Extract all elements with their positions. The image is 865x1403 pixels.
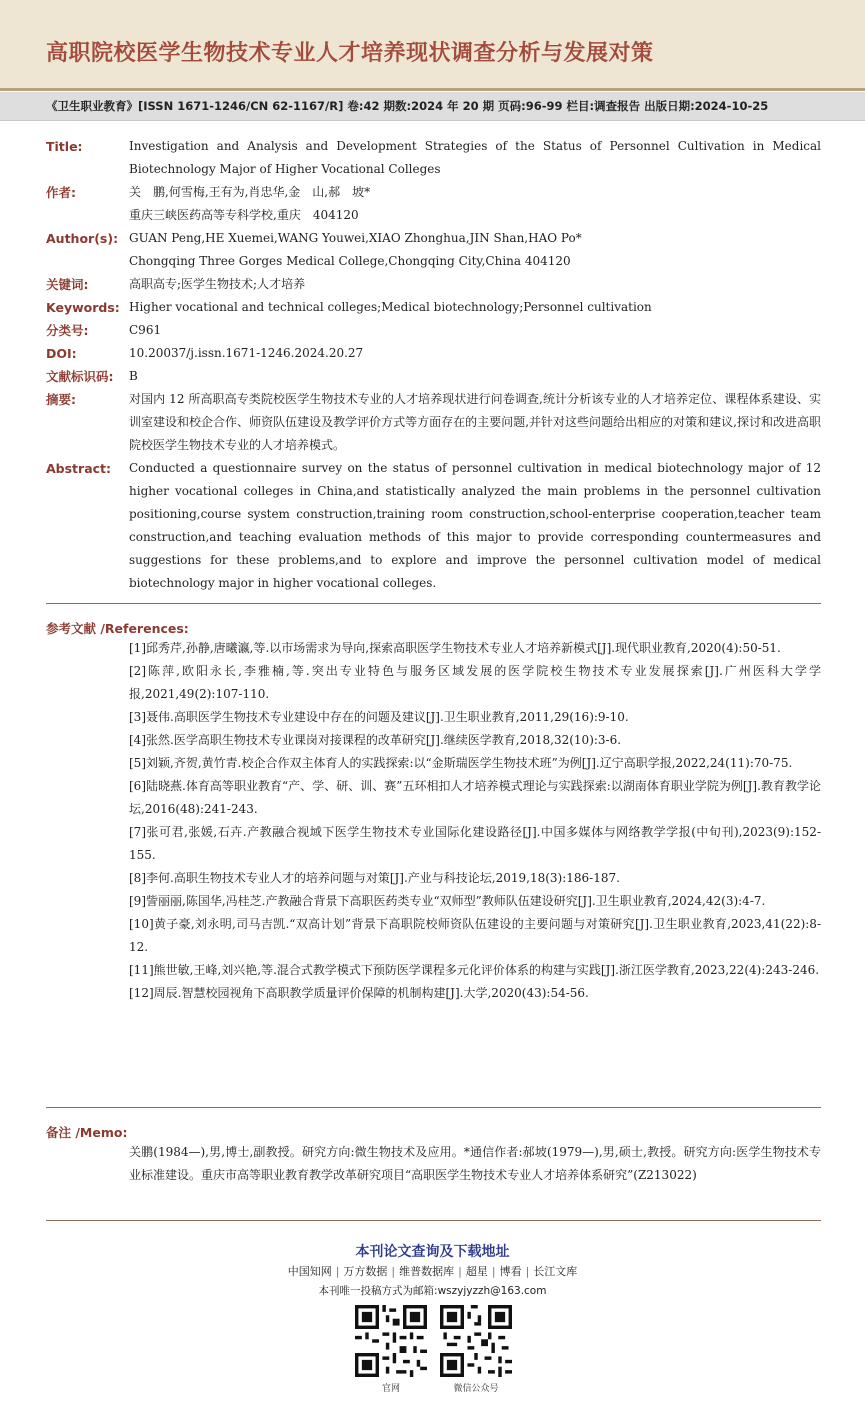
abstract-en-label: Abstract: xyxy=(46,461,112,476)
classification-label: 分类号: xyxy=(46,323,89,338)
database-link[interactable]: 博看 xyxy=(499,1265,522,1278)
footer-divider xyxy=(46,1220,821,1221)
reference-item: [7]张可君,张媛,石卉.产教融合视域下医学生物技术专业国际化建设路径[J].中国多媒体与网络教学学报(中旬刊),2023(9):152-155. xyxy=(129,825,821,862)
meta-bar xyxy=(0,92,865,121)
references-list xyxy=(129,637,821,1005)
database-link[interactable]: 长江文库 xyxy=(533,1265,578,1278)
doi-row xyxy=(46,342,821,365)
author-cn-row xyxy=(46,181,821,227)
header-divider xyxy=(0,88,865,91)
database-link[interactable]: 维普数据库 xyxy=(399,1265,455,1278)
doc-code-label: 文献标识码: xyxy=(46,369,114,384)
wechat-qr-code-icon[interactable] xyxy=(440,1305,512,1377)
classification-value: C961 xyxy=(129,323,162,337)
abstract-cn-label: 摘要: xyxy=(46,392,76,407)
keywords-cn-label: 关键词: xyxy=(46,277,89,292)
reference-item: [9]訾丽丽,陈国华,冯桂芝.产教融合背景下高职医药类专业“双师型”教师队伍建设研究[J].卫生职业教育,2024,42(3):4-7. xyxy=(129,894,766,908)
author-cn-affiliation: 重庆三峡医药高等专科学校,重庆 404120 xyxy=(129,208,359,222)
references-heading: 参考文献 /References: xyxy=(46,621,189,636)
database-link[interactable]: 中国知网 xyxy=(287,1265,332,1278)
memo-heading: 备注 /Memo: xyxy=(46,1125,128,1140)
reference-item: [8]李何.高职生物技术专业人才的培养问题与对策[J].产业与科技论坛,2019,18(3):186-187. xyxy=(129,871,620,885)
author-en-names: GUAN Peng,HE Xuemei,WANG Youwei,XIAO Zhonghua,JIN Shan,HAO Po* xyxy=(129,231,582,245)
author-cn-label: 作者: xyxy=(46,185,76,200)
author-en-value xyxy=(129,227,821,273)
database-link[interactable]: 超星 xyxy=(465,1265,488,1278)
reference-item: [5]刘颖,齐贺,黄竹青.校企合作双主体育人的实践探索:以“金斯瑞医学生物技术班”为例[J].辽宁高职学报,2022,24(11):70-75. xyxy=(129,756,793,770)
author-en-row xyxy=(46,227,821,273)
reference-item: [6]陆晓燕.体育高等职业教育“产、学、研、训、赛”五环相扣人才培养模式理论与实践探索:以湖南体育职业学院为例[J].教育教学论坛,2016(48):241-243. xyxy=(129,779,821,816)
doi-label: DOI: xyxy=(46,346,77,361)
keywords-cn-row xyxy=(46,273,821,296)
keywords-cn-value: 高职高专;医学生物技术;人才培养 xyxy=(129,277,306,291)
author-cn-value xyxy=(129,181,821,227)
article-title: 高职院校医学生物技术专业人才培养现状调查分析与发展对策 xyxy=(46,41,654,66)
doc-code-row xyxy=(46,365,821,388)
keywords-en-label: Keywords: xyxy=(46,300,120,315)
author-en-label: Author(s): xyxy=(46,231,119,246)
reference-item: [12]周辰.智慧校园视角下高职教学质量评价保障的机制构建[J].大学,2020(43):54-56. xyxy=(129,986,589,1000)
footer-title: 本刊论文查询及下载地址 xyxy=(355,1244,510,1260)
reference-item: [4]张然.医学高职生物技术专业课岗对接课程的改革研究[J].继续医学教育,2018,32(10):3-6. xyxy=(129,733,622,747)
doi-value[interactable]: 10.20037/j.issn.1671-1246.2024.20.27 xyxy=(129,346,364,360)
reference-item: [11]熊世敏,王峰,刘兴艳,等.混合式教学模式下预防医学课程多元化评价体系的构建与实践[J].浙江医学教育,2023,22(4):243-246. xyxy=(129,963,820,977)
submission-email: 本刊唯一投稿方式为邮箱:wszyjyzzh@163.com xyxy=(318,1285,547,1297)
website-qr-caption: 官网 xyxy=(381,1384,400,1394)
abstract-cn-value: 对国内 12 所高职高专类院校医学生物技术专业的人才培养现状进行问卷调查,统计分析该专业的人才培养定位、课程体系建设、实训室建设和校企合作、师资队伍建设及教学评价方式等方面存在的主要问题,并针对这些问题给出相应的对策和建议,探讨和改进高职院校医学生物技术专业的人才培养模式。 xyxy=(129,392,821,452)
wechat-qr-caption: 微信公众号 xyxy=(453,1384,499,1394)
author-cn-names: 关 鹏,何雪梅,王有为,肖忠华,金 山,郝 坡* xyxy=(129,185,371,199)
memo-divider xyxy=(46,1107,821,1108)
memo-text: 关鹏(1984—),男,博士,副教授。研究方向:微生物技术及应用。*通信作者:郝坡(1979—),男,硕士,教授。研究方向:医学生物技术专业标准建设。重庆市高等职业教育教学改革研究项目“高职医学生物技术专业人才培养体系研究”(Z213022) xyxy=(129,1145,821,1182)
article-info xyxy=(46,135,821,595)
abstract-en-value: Conducted a questionnaire survey on the status of personnel cultivation in medical biotechnology major of 12 higher vocational colleges in China,and statistically analyzed the main problems in the personnel cultivation positioning,course system construction,training room construction,school-enterprise cooperation,teacher team construction,and teaching evaluation methods of this major to provide corresponding countermeasures and suggestions for these problems,and to explore and improve the personnel cultivation model of medical biotechnology major in higher vocational colleges. xyxy=(129,461,821,590)
keywords-en-value: Higher vocational and technical colleges;Medical biotechnology;Personnel cultivation xyxy=(129,300,652,314)
reference-item: [10]黄子豪,刘永明,司马吉凯.“双高计划”背景下高职院校师资队伍建设的主要问题与对策研究[J].卫生职业教育,2023,41(22):8-12. xyxy=(129,917,821,954)
title-row xyxy=(46,135,821,181)
doc-code-value: B xyxy=(129,369,138,383)
abstract-en-row xyxy=(46,457,821,595)
website-qr-code-icon[interactable] xyxy=(355,1305,427,1377)
reference-item: [3]聂伟.高职医学生物技术专业建设中存在的问题及建议[J].卫生职业教育,2011,29(16):9-10. xyxy=(129,710,629,724)
journal-meta: 《卫生职业教育》[ISSN 1671-1246/CN 62-1167/R] 卷:42 期数:2024 年 20 期 页码:96-99 栏目:调查报告 出版日期:2024-10-25 xyxy=(46,99,769,113)
abstract-cn-row xyxy=(46,388,821,457)
title-value: Investigation and Analysis and Development Strategies of the Status of Personnel Cultivation in Medical Biotechnology Major of Higher Vocational Colleges xyxy=(129,139,821,176)
reference-item: [1]邱秀芹,孙静,唐曦瀛,等.以市场需求为导向,探索高职医学生物技术专业人才培养新模式[J].现代职业教育,2020(4):50-51. xyxy=(129,641,781,655)
header-banner xyxy=(0,0,865,88)
author-en-affiliation: Chongqing Three Gorges Medical College,Chongqing City,China 404120 xyxy=(129,254,571,268)
database-link[interactable]: 万方数据 xyxy=(343,1265,388,1278)
references-divider xyxy=(46,603,821,604)
title-label: Title: xyxy=(46,139,83,154)
reference-item: [2]陈萍,欧阳永长,李雅楠,等.突出专业特色与服务区域发展的医学院校生物技术专业发展探索[J].广州医科大学学报,2021,49(2):107-110. xyxy=(129,664,821,701)
database-list: 中国知网 | 万方数据 | 维普数据库 | 超星 | 博看 | 长江文库 xyxy=(287,1265,578,1278)
classification-row xyxy=(46,319,821,342)
keywords-en-row xyxy=(46,296,821,319)
